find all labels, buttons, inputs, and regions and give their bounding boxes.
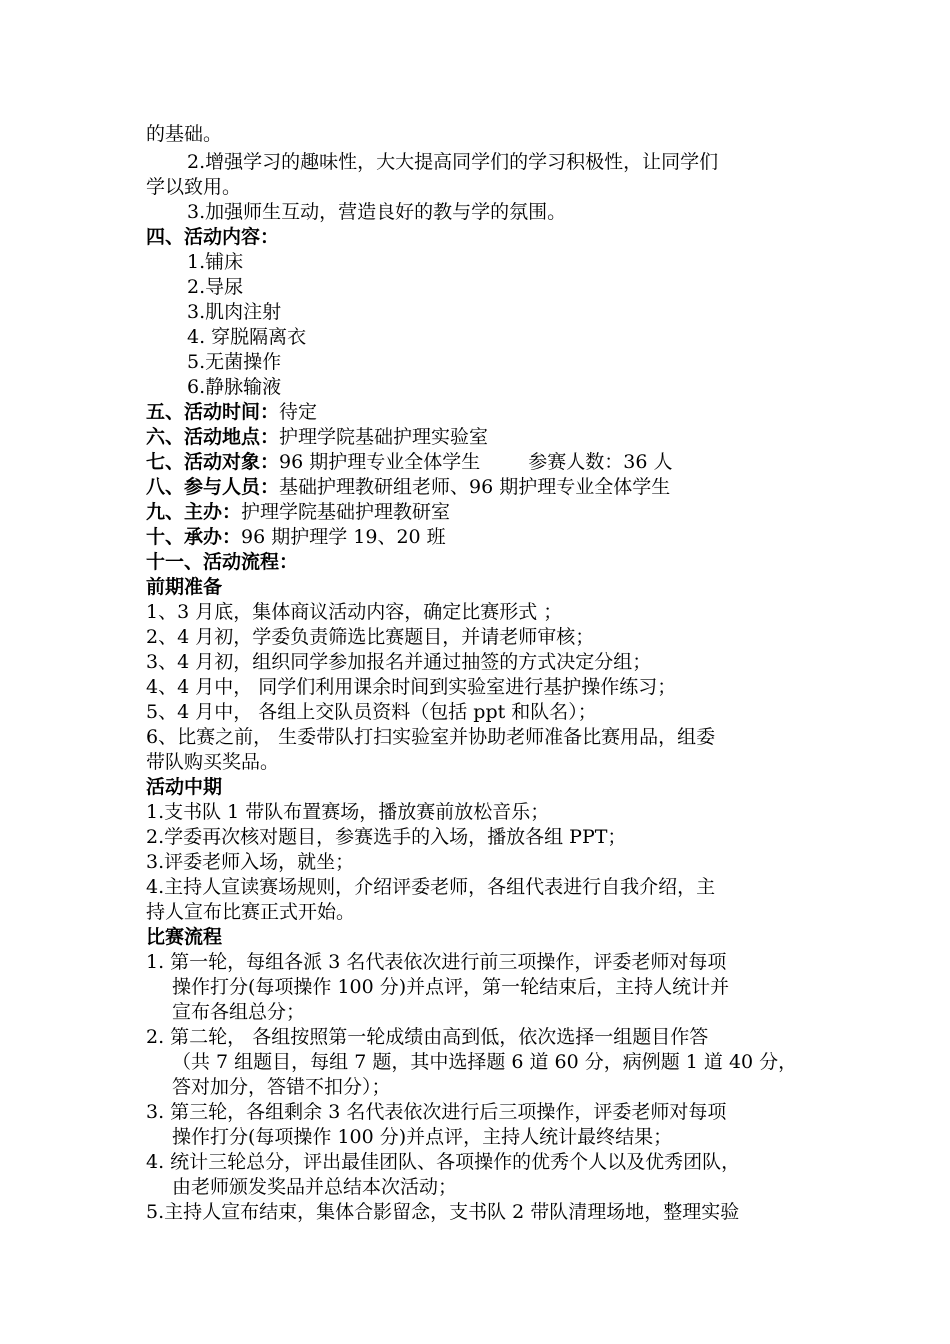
list-item: 1、3 月底，集体商议活动内容，确定比赛形式 ； (146, 601, 563, 623)
list-item: 2、4 月初，学委负责筛选比赛题目，并请老师审核； (146, 626, 595, 648)
section-value: 96 期护理专业全体学生 (279, 451, 481, 473)
list-item-continuation: 操作打分(每项操作 100 分)并点评，第一轮结束后，主持人统计并 (172, 976, 730, 998)
section-label: 六、活动地点： (146, 426, 280, 448)
list-item: 5、4 月中， 各组上交队员资料（包括 ppt 和队名）； (146, 701, 597, 723)
list-item: 4、4 月中， 同学们利用课余时间到实验室进行基护操作练习； (146, 676, 677, 698)
intro-line: 学以致用。 (146, 176, 242, 198)
list-item: 3、4 月初，组织同学参加报名并通过抽签的方式决定分组； (146, 651, 652, 673)
section-value: 96 期护理学 19、20 班 (241, 526, 446, 548)
list-item: 5.无菌操作 (187, 351, 282, 373)
list-item-continuation: 宣布各组总分； (172, 1001, 306, 1023)
list-item: 2.学委再次核对题目，参赛选手的入场，播放各组 PPT； (146, 826, 627, 848)
section-value: 基础护理教研组老师、96 期护理专业全体学生 (279, 476, 671, 498)
list-item: 4. 穿脱隔离衣 (187, 326, 307, 348)
section-heading: 四、活动内容： (146, 226, 280, 248)
list-item: 2.导尿 (187, 276, 244, 298)
list-item-continuation: 答对加分，答错不扣分）； (172, 1076, 391, 1098)
section-label: 七、活动对象： (146, 451, 280, 473)
list-item: 6.静脉输液 (187, 376, 282, 398)
section-line (146, 400, 317, 425)
participant-count: 参赛人数：36 人 (528, 451, 673, 473)
section-label: 九、主办： (146, 501, 242, 523)
subsection-heading: 前期准备 (146, 576, 223, 598)
subsection-heading: 比赛流程 (146, 926, 223, 948)
list-item: 3. 第三轮，各组剩余 3 名代表依次进行后三项操作，评委老师对每项 (146, 1101, 727, 1123)
list-item: 3.评委老师入场，就坐； (146, 851, 355, 873)
list-item: 2. 第二轮， 各组按照第一轮成绩由高到低，依次选择一组题目作答 (146, 1026, 709, 1048)
section-line (146, 475, 670, 500)
section-line (146, 500, 450, 525)
section-heading: 十一、活动流程： (146, 551, 299, 573)
section-label: 八、参与人员： (146, 476, 280, 498)
list-item-continuation: （共 7 组题目，每组 7 题，其中选择题 6 道 60 分，病例题 1 道 40 分， (172, 1051, 798, 1073)
section-value: 护理学院基础护理实验室 (279, 426, 489, 448)
list-item: 1.支书队 1 带队布置赛场，播放赛前放松音乐； (146, 801, 550, 823)
list-item: 1.铺床 (187, 251, 244, 273)
section-value: 护理学院基础护理教研室 (241, 501, 451, 523)
intro-line: 的基础。 (146, 123, 223, 145)
subsection-heading: 活动中期 (146, 776, 223, 798)
list-item-continuation: 由老师颁发奖品并总结本次活动； (172, 1176, 458, 1198)
list-item-continuation: 操作打分(每项操作 100 分)并点评，主持人统计最终结果； (172, 1126, 673, 1148)
section-line (146, 525, 446, 550)
list-item: 持人宣布比赛正式开始。 (146, 901, 356, 923)
section-line (146, 450, 672, 475)
list-item: 4. 统计三轮总分，评出最佳团队、各项操作的优秀个人以及优秀团队， (146, 1151, 741, 1173)
list-item: 3.肌肉注射 (187, 301, 282, 323)
section-line (146, 425, 488, 450)
intro-line: 3.加强师生互动，营造良好的教与学的氛围。 (187, 201, 567, 223)
intro-line: 2.增强学习的趣味性，大大提高同学们的学习积极性，让同学们 (187, 151, 719, 173)
section-label: 十、承办： (146, 526, 242, 548)
list-item: 6、比赛之前， 生委带队打扫实验室并协助老师准备比赛用品，组委 (146, 726, 716, 748)
list-item: 5.主持人宣布结束，集体合影留念，支书队 2 带队清理场地，整理实验 (146, 1201, 740, 1223)
list-item: 1. 第一轮，每组各派 3 名代表依次进行前三项操作，评委老师对每项 (146, 951, 727, 973)
list-item: 带队购买奖品。 (146, 751, 280, 773)
section-label: 五、活动时间： (146, 401, 280, 423)
list-item: 4.主持人宣读赛场规则，介绍评委老师，各组代表进行自我介绍，主 (146, 876, 716, 898)
section-value: 待定 (279, 401, 318, 423)
